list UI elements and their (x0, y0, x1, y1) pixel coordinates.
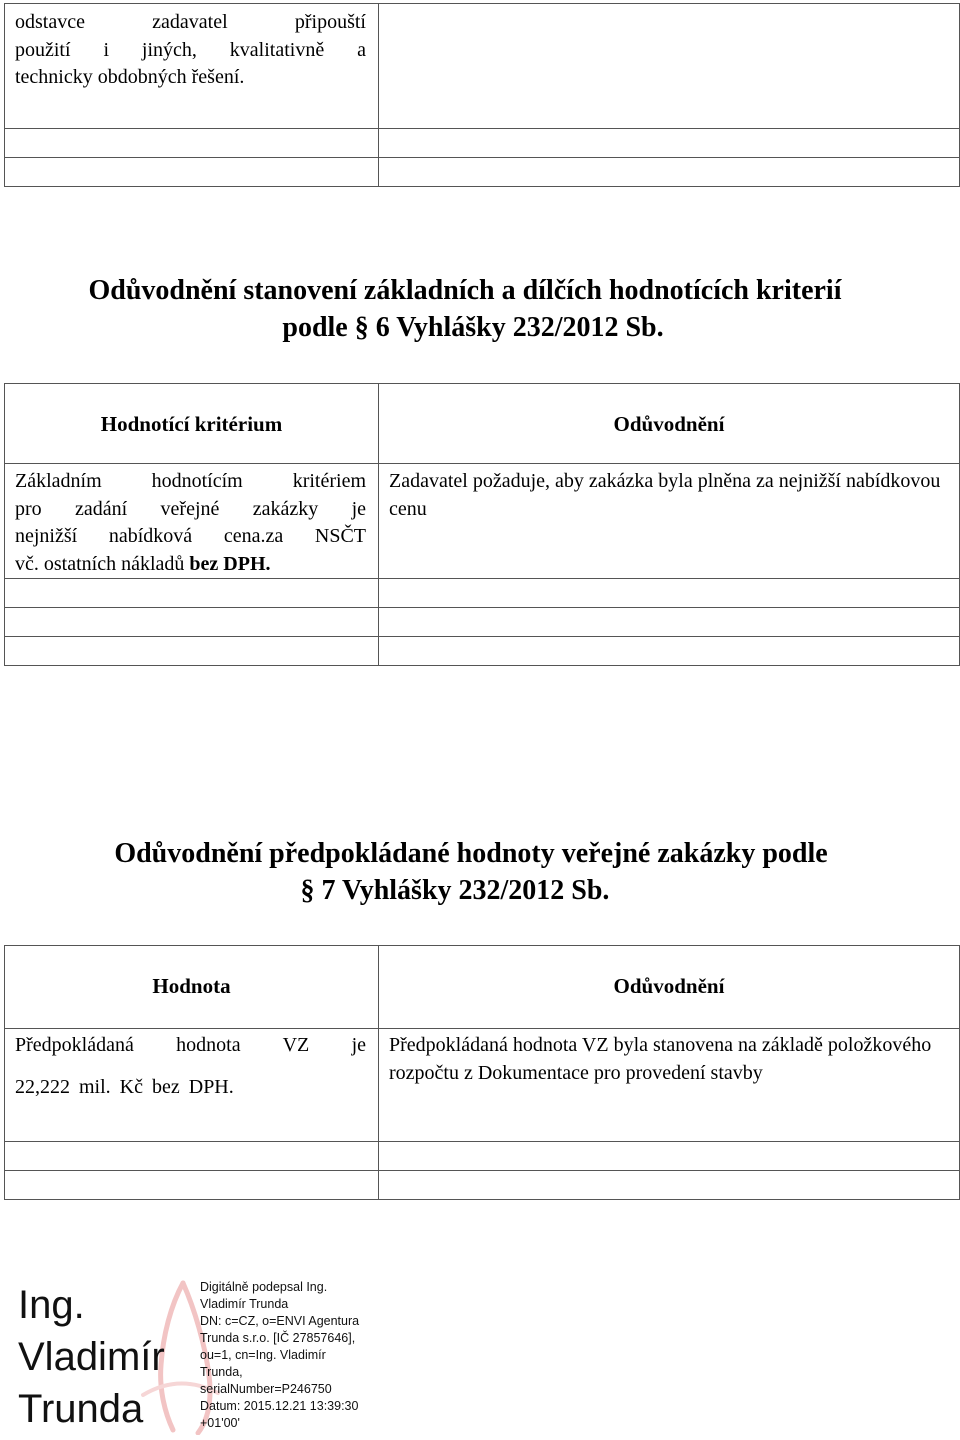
signature-detail-line: Trunda s.r.o. [IČ 27857646], (200, 1331, 356, 1345)
cell-text-bold: bez DPH. (189, 552, 271, 575)
signature-detail-line: Vladimír Trunda (200, 1297, 289, 1311)
heading-line: Odůvodnění předpokládané hodnoty veřejné zakázky podle (114, 838, 828, 869)
table-cell (5, 1029, 379, 1142)
heading-line: Odůvodnění stanovení základních a dílčích hodnotících kriterií (88, 275, 842, 306)
cell-line: 22,222 mil. Kč bez DPH. (15, 1075, 234, 1098)
signer-name-line: Trunda (18, 1387, 144, 1431)
cell-line: Předpokládaná hodnota VZ je (15, 1034, 366, 1056)
heading-line: podle § 6 Vyhlášky 232/2012 Sb. (282, 312, 664, 343)
table-header-cell (5, 946, 379, 1029)
cell-text: vč. ostatních nákladů (15, 552, 190, 575)
signature-detail-line: Trunda, (200, 1365, 243, 1379)
table-cell (5, 464, 379, 579)
table-cell (379, 464, 960, 579)
cell-text: Zadavatel požaduje, aby zakázka byla plněna za nejnižší nabídkovou cenu (389, 470, 941, 520)
cell-line: použití i jiných, kvalitativně a (15, 38, 366, 61)
section-heading-estimated-value (0, 835, 930, 909)
table-cell (5, 129, 379, 158)
table-cell (5, 608, 379, 637)
signature-detail-line: ou=1, cn=Ing. Vladimír (200, 1348, 326, 1362)
table-cell (5, 637, 379, 666)
table-estimated-value (4, 945, 960, 1200)
signature-detail-line: Datum: 2015.12.21 13:39:30 (200, 1399, 359, 1413)
cell-line: Základním hodnotícím kritériem (15, 470, 366, 492)
table-cell (379, 608, 960, 637)
cell-line: odstavce zadavatel připouští (15, 11, 366, 33)
table-cell (379, 4, 960, 129)
heading-line: § 7 Vyhlášky 232/2012 Sb. (300, 875, 610, 906)
cell-line: pro zadání veřejné zakázky je (15, 497, 366, 520)
table-header-cell (379, 384, 960, 464)
table-cell (379, 1171, 960, 1200)
cell-line: technicky obdobných řešení. (15, 66, 245, 88)
table-requirements-continued (4, 3, 960, 187)
signer-name (18, 1279, 165, 1435)
table-cell (379, 579, 960, 608)
table-cell (5, 579, 379, 608)
cell-line: nejnižší nabídková cena.za NSČT (15, 525, 366, 547)
signer-name-line: Vladimír (18, 1335, 165, 1379)
table-cell (379, 158, 960, 187)
signature-detail-line: +01'00' (200, 1416, 240, 1430)
cell-text: Předpokládaná hodnota VZ byla stanovena na základě položkového rozpočtu z Dokumentace pro provedení stavby (389, 1034, 932, 1084)
cell-line (15, 551, 366, 579)
table-cell (379, 1142, 960, 1171)
table-header-cell (379, 946, 960, 1029)
column-header-value: Hodnota (152, 974, 231, 998)
table-criteria (4, 383, 960, 666)
column-header-justification: Odůvodnění (613, 974, 725, 998)
signature-detail-line: Digitálně podepsal Ing. (200, 1280, 328, 1294)
digital-signature (18, 1275, 438, 1435)
signature-detail-line: DN: c=CZ, o=ENVI Agentura (200, 1314, 360, 1328)
column-header-criterion: Hodnotící kritérium (100, 412, 283, 436)
column-header-justification: Odůvodnění (613, 412, 725, 436)
table-header-cell (5, 384, 379, 464)
table-cell (5, 158, 379, 187)
table-cell (379, 129, 960, 158)
signature-detail-line: serialNumber=P246750 (200, 1382, 332, 1396)
signer-name-line: Ing. (18, 1283, 85, 1327)
section-heading-criteria (0, 272, 930, 346)
signature-details (200, 1279, 359, 1432)
table-cell (5, 4, 379, 129)
table-cell (5, 1142, 379, 1171)
table-cell (379, 637, 960, 666)
table-cell (379, 1029, 960, 1142)
table-cell (5, 1171, 379, 1200)
